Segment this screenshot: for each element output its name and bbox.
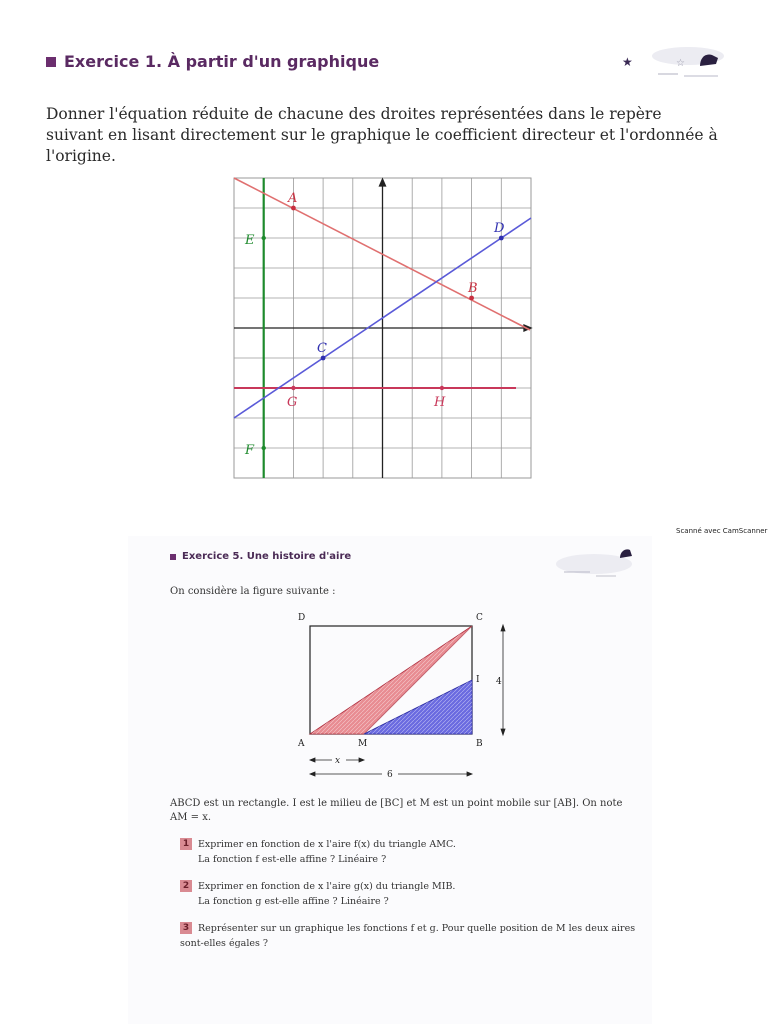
square-bullet-icon bbox=[46, 57, 56, 67]
camscanner-watermark: Scanné avec CamScanner bbox=[676, 527, 768, 535]
vertex-label-a: A bbox=[298, 739, 305, 749]
dimension-x-label: x bbox=[335, 756, 341, 766]
difficulty-stars-icon bbox=[618, 46, 728, 86]
dimension-width-label: 6 bbox=[387, 770, 393, 780]
difficulty-stars-icon bbox=[550, 546, 646, 590]
exercise5-description: ABCD est un rectangle. I est le milieu de [BC] et M est un point mobile sur [AB]. On note AM = x. bbox=[170, 798, 623, 823]
vertex-label-m: M bbox=[358, 739, 368, 749]
point-label-h: H bbox=[434, 395, 446, 410]
vertex-label-b: B bbox=[476, 739, 483, 749]
point-label-e: E bbox=[245, 233, 255, 248]
point-label-f: F bbox=[245, 443, 255, 458]
question-number-badge: 1 bbox=[180, 838, 192, 850]
vertex-label-d: D bbox=[298, 613, 306, 623]
exercise5-title bbox=[170, 551, 351, 562]
question-1-text: Exprimer en fonction de x l'aire f(x) du triangle AMC. bbox=[198, 839, 456, 850]
coordinate-graph bbox=[232, 176, 534, 482]
svg-text:☆: ☆ bbox=[676, 58, 685, 69]
question-2-text: Exprimer en fonction de x l'aire g(x) du triangle MIB. bbox=[198, 881, 456, 892]
point-label-g: G bbox=[287, 395, 298, 410]
question-1-subtext: La fonction f est-elle affine ? Linéaire ? bbox=[198, 854, 387, 865]
question-2 bbox=[180, 879, 640, 909]
square-bullet-icon bbox=[170, 554, 176, 560]
point-label-a: A bbox=[288, 191, 298, 206]
vertex-label-i: I bbox=[476, 675, 480, 685]
question-3 bbox=[180, 921, 640, 951]
dimension-height-label: 4 bbox=[496, 677, 502, 687]
point-label-c: C bbox=[317, 341, 327, 356]
exercise1-title bbox=[46, 52, 379, 71]
point-label-d: D bbox=[494, 221, 505, 236]
question-number-badge: 3 bbox=[180, 922, 192, 934]
question-2-subtext: La fonction g est-elle affine ? Linéaire ? bbox=[198, 896, 389, 907]
point-label-b: B bbox=[468, 281, 478, 296]
exercise1-title-text: Exercice 1. À partir d'un graphique bbox=[64, 52, 380, 71]
question-1 bbox=[180, 837, 640, 867]
rectangle-figure bbox=[286, 604, 526, 784]
exercise1-instructions: Donner l'équation réduite de chacune des droites représentées dans le repère suivant en lisant directement sur le graphique le coefficient directeur et l'ordonnée à l'origine. bbox=[46, 105, 718, 165]
question-3-text: Représenter sur un graphique les fonctions f et g. Pour quelle position de M les deux aires sont-elles égales ? bbox=[180, 923, 636, 949]
exercise5-title-text: Exercice 5. Une histoire d'aire bbox=[182, 551, 352, 562]
vertex-label-c: C bbox=[476, 613, 483, 623]
exercise5-intro: On considère la figure suivante : bbox=[170, 586, 336, 597]
svg-text:★: ★ bbox=[622, 55, 633, 69]
question-number-badge: 2 bbox=[180, 880, 192, 892]
